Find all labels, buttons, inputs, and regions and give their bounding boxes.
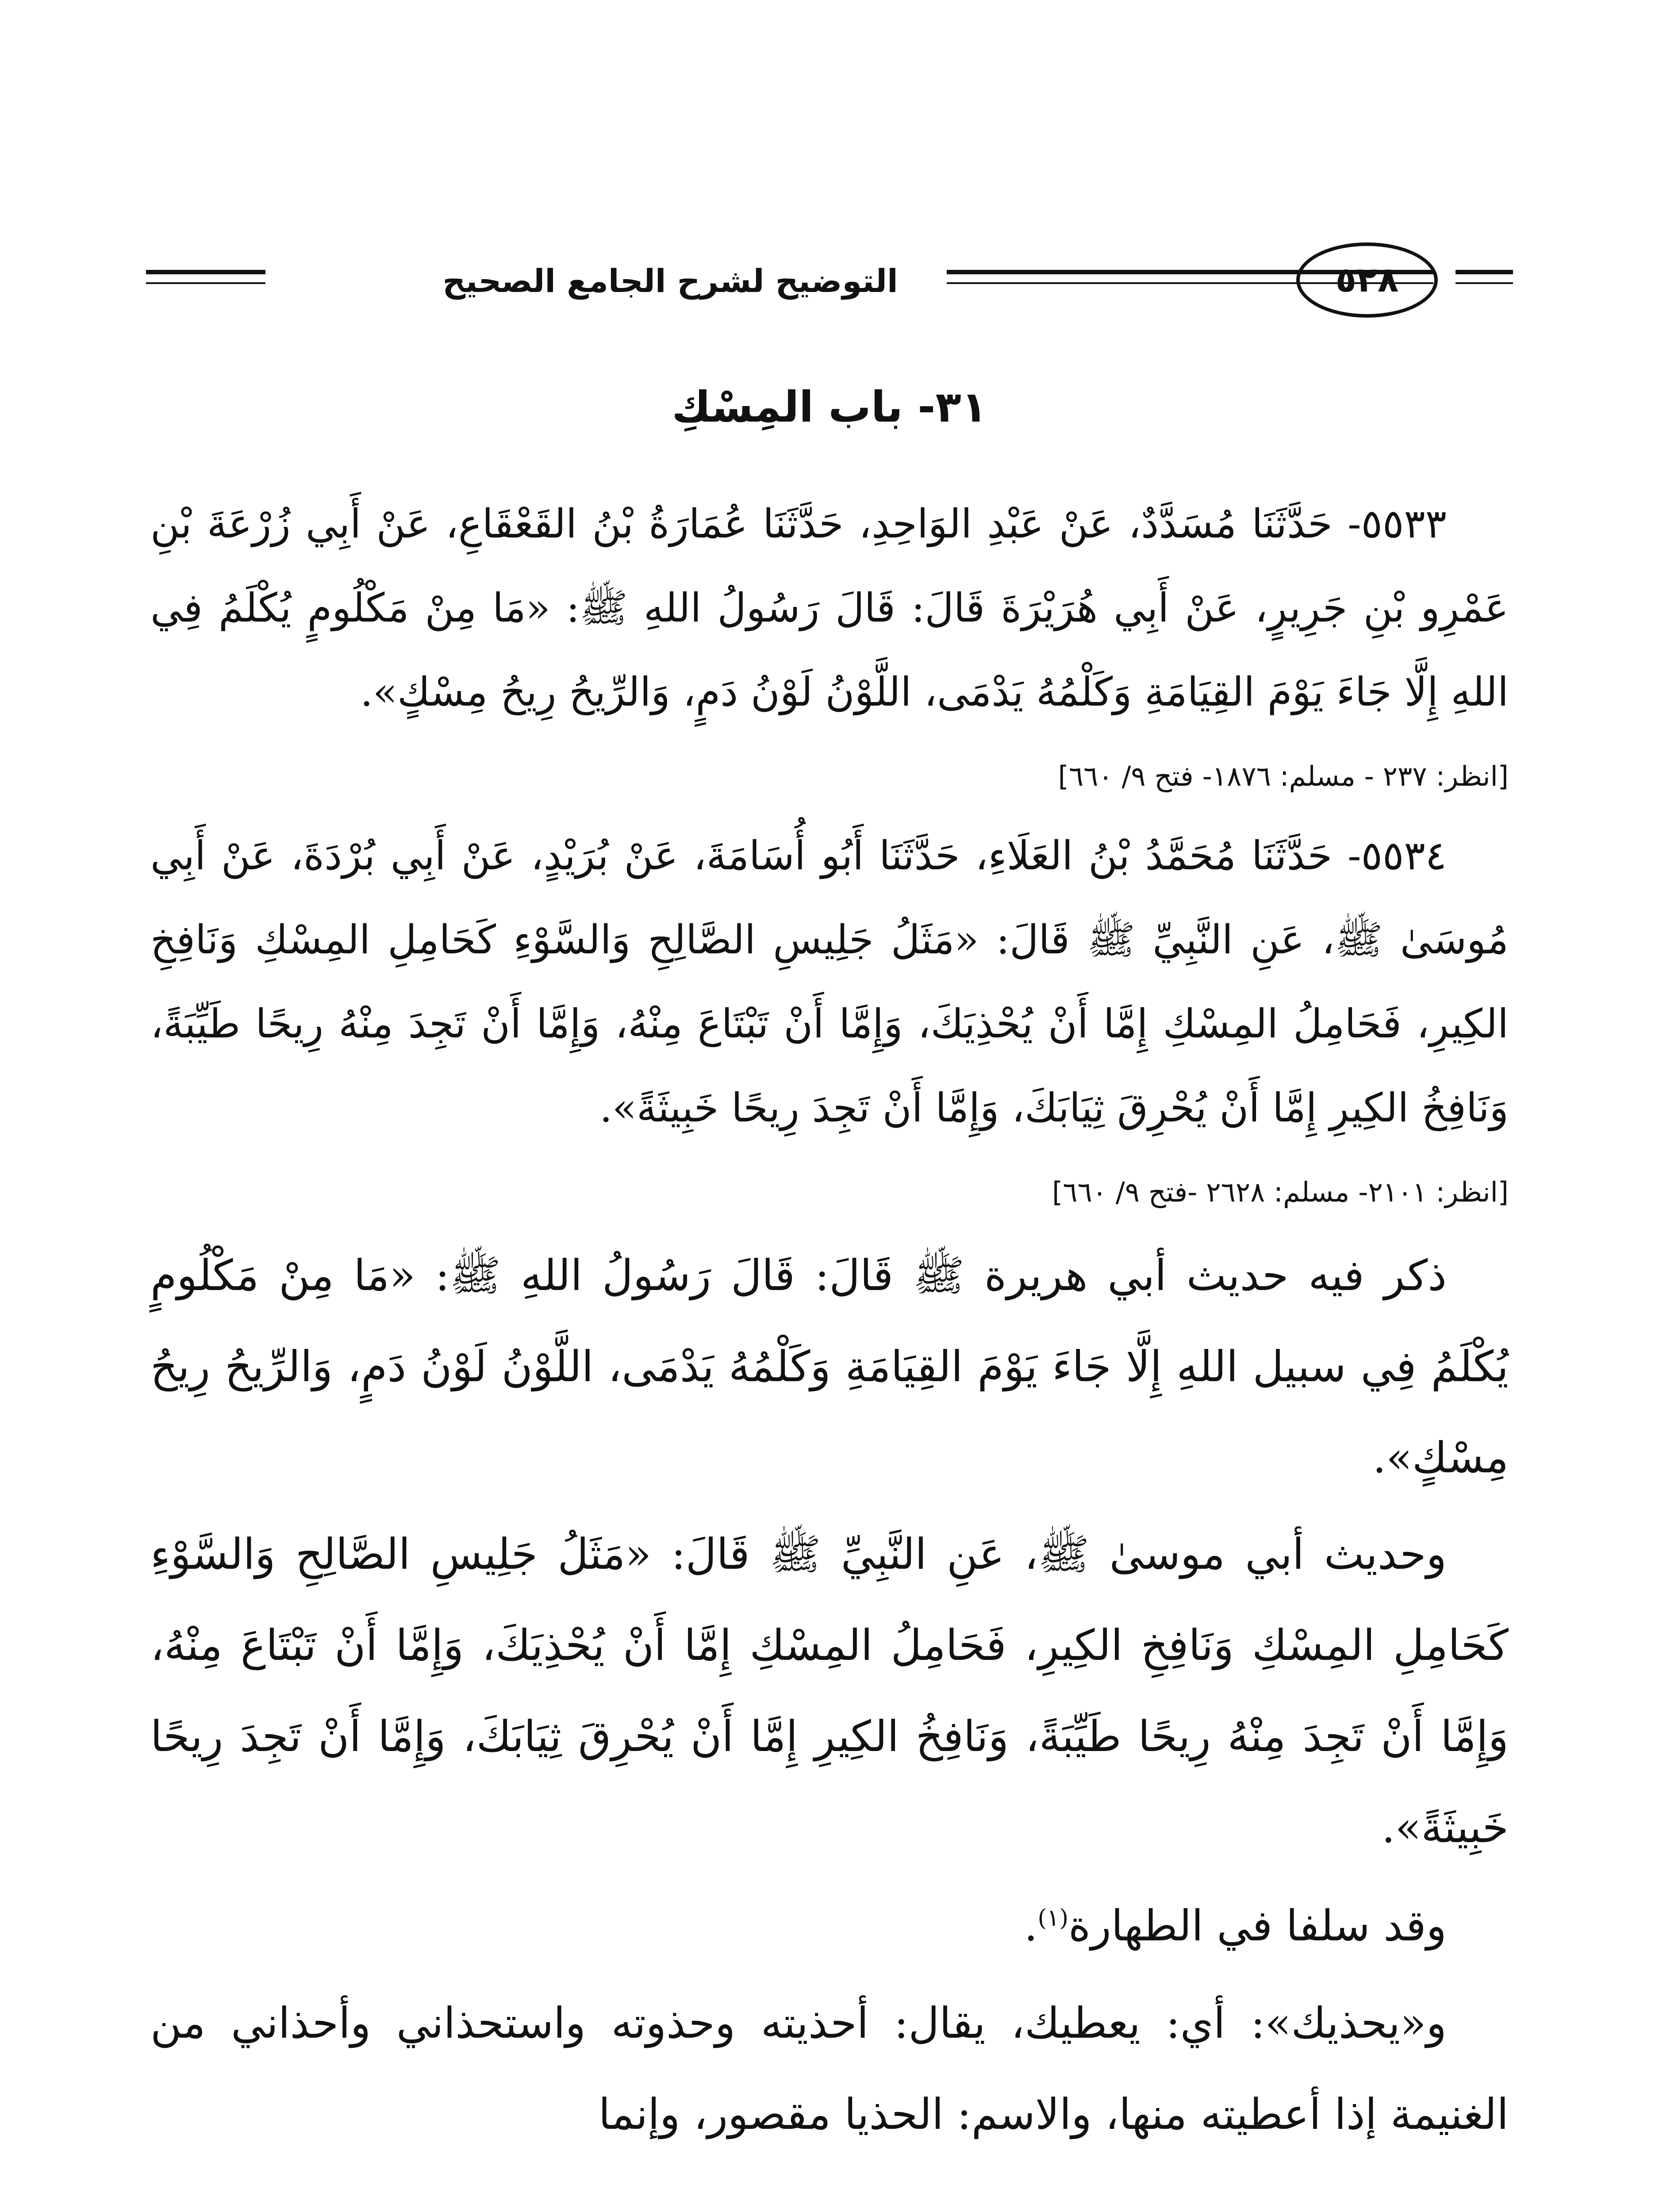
- commentary-text: وحديث أبي موسىٰ ﷺ، عَنِ النَّبِيِّ ﷺ قَالَ: «مَثَلُ جَلِيسِ الصَّالِحِ وَالسَّوْءِ كَحَامِلِ المِسْكِ وَنَافِخِ الكِيرِ، فَحَامِلُ المِسْكِ إِمَّا أَنْ يُحْذِيَكَ، وَإِمَّا أَنْ تَبْتَاعَ مِنْهُ، وَإِمَّا أَنْ تَجِدَ مِنْهُ رِيحًا طَيِّبَةً، وَنَافِخُ الكِيرِ إِمَّا أَنْ يُحْرِقَ ثِيَابَكَ، وَإِمَّا أَنْ تَجِدَ رِيحًا خَبِيثَةً».: [150, 1529, 1509, 1852]
- page-number-badge: [1287, 239, 1455, 323]
- commentary-paragraph-1: [150, 1230, 1509, 1503]
- hadith-text: ٥٥٣٣- حَدَّثَنَا مُسَدَّدٌ، عَنْ عَبْدِ الوَاحِدِ، حَدَّثَنَا عُمَارَةُ بْنُ القَعْقَاعِ، عَنْ أَبِي زُرْعَةَ بْنِ عَمْرِو بْنِ جَرِيرٍ، عَنْ أَبِي هُرَيْرَةَ قَالَ: قَالَ رَسُولُ اللهِ ﷺ: «مَا مِنْ مَكْلُومٍ يُكْلَمُ فِي اللهِ إِلَّا جَاءَ يَوْمَ القِيَامَةِ وَكَلْمُهُ يَدْمَى، اللَّوْنُ لَوْنُ دَمٍ، وَالرِّيحُ رِيحُ مِسْكٍ».: [150, 501, 1509, 715]
- commentary-paragraph-3: [150, 1880, 1509, 1971]
- commentary-text: ذكر فيه حديث أبي هريرة ﷺ قَالَ: قَالَ رَسُولُ اللهِ ﷺ: «مَا مِنْ مَكْلُومٍ يُكْلَمُ فِي سبيل اللهِ إِلَّا جَاءَ يَوْمَ القِيَامَةِ وَكَلْمُهُ يَدْمَى، اللَّوْنُ لَوْنُ دَمٍ، وَالرِّيحُ رِيحُ مِسْكٍ».: [150, 1251, 1509, 1482]
- chapter-heading: ٣١- باب المِسْكِ: [672, 382, 987, 432]
- header-rule-left: [146, 270, 265, 274]
- book-title: التوضيح لشرح الجامع الصحيح: [442, 262, 898, 300]
- page-number: ٥٢٨: [1296, 242, 1438, 318]
- commentary-paragraph-2: [150, 1509, 1509, 1873]
- footnote-marker: (١): [1037, 1905, 1069, 1932]
- period: .: [1024, 1901, 1038, 1951]
- commentary-text: و«يحذيك»: أي: يعطيك، يقال: أحذيته وحذوته واستحذاني وأحذاني من الغنيمة إذا أعطيته منها، والاسم: الحذيا مقصور، وإنما: [150, 1998, 1509, 2139]
- running-header: [146, 239, 1513, 327]
- header-rule-right: [1455, 270, 1513, 274]
- hadith-5534-reference: [انظر: ٢١٠١- مسلم: ٢٦٢٨ -فتح ٩/ ٦٦٠]: [1052, 1176, 1509, 1208]
- hadith-5534: [150, 814, 1509, 1150]
- hadith-5533-reference: [انظر: ٢٣٧ - مسلم: ١٨٧٦- فتح ٩/ ٦٦٠]: [1058, 760, 1509, 792]
- hadith-5533: [150, 482, 1509, 734]
- header-rule-right-thin: [1455, 282, 1513, 284]
- commentary-paragraph-4: [150, 1978, 1509, 2160]
- commentary-text: وقد سلفا في الطهارة: [1068, 1901, 1447, 1951]
- hadith-text: ٥٥٣٤- حَدَّثَنَا مُحَمَّدُ بْنُ العَلَاءِ، حَدَّثَنَا أَبُو أُسَامَةَ، عَنْ بُرَيْدٍ، عَنْ أَبِي بُرْدَةَ، عَنْ أَبِي مُوسَىٰ ﷺ، عَنِ النَّبِيِّ ﷺ قَالَ: «مَثَلُ جَلِيسِ الصَّالِحِ وَالسَّوْءِ كَحَامِلِ المِسْكِ وَنَافِخِ الكِيرِ، فَحَامِلُ المِسْكِ إِمَّا أَنْ يُحْذِيَكَ، وَإِمَّا أَنْ تَبْتَاعَ مِنْهُ، وَإِمَّا أَنْ تَجِدَ مِنْهُ رِيحًا طَيِّبَةً، وَنَافِخُ الكِيرِ إِمَّا أَنْ يُحْرِقَ ثِيَابَكَ، وَإِمَّا أَنْ تَجِدَ رِيحًا خَبِيثَةً».: [150, 833, 1509, 1131]
- header-rule-left-thin: [146, 282, 265, 284]
